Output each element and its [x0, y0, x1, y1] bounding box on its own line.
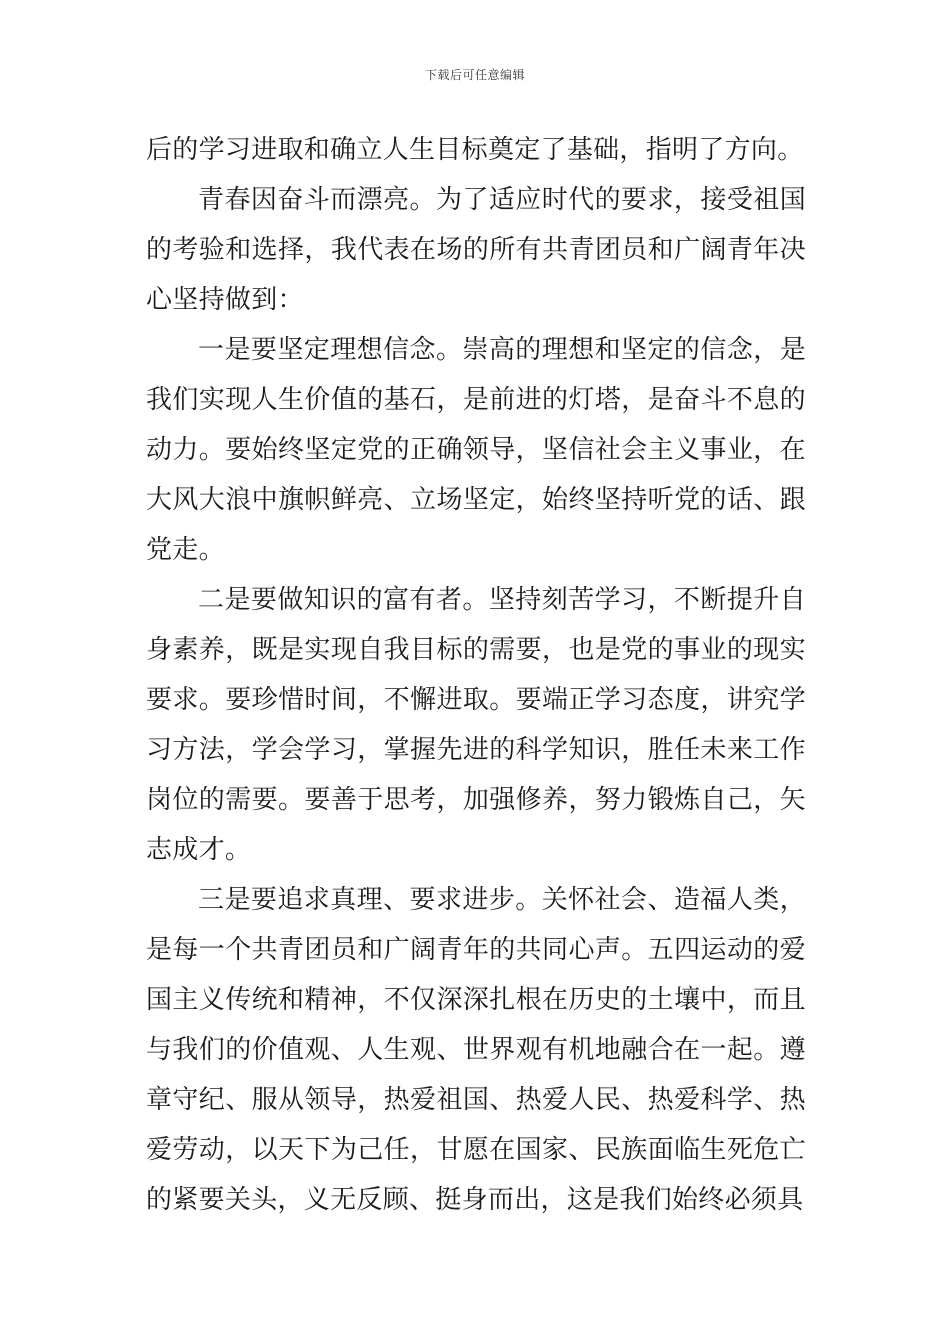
paragraph-point-three: 三是要追求真理、要求进步。关怀社会、造福人类，是每一个共青团员和广阔青年的共同心声。五四运动的爱国主义传统和精神，不仅深深扎根在历史的土壤中，而且与我们的价值观、人生观、世界观有机地融合在一起。遵章守纪、服从领导，热爱祖国、热爱人民、热爱科学、热爱劳动，以天下为己任，甘愿在国家、民族面临生死危亡的紧要关头，义无反顾、挺身而出，这是我们始终必须具 [146, 885, 806, 1215]
paragraph-intro: 青春因奋斗而漂亮。为了适应时代的要求，接受祖国的考验和选择，我代表在场的所有共青团员和广阔青年决心坚持做到： [146, 185, 806, 315]
document-body [146, 125, 806, 1225]
paragraph-point-two: 二是要做知识的富有者。坚持刻苦学习，不断提升自身素养，既是实现自我目标的需要，也是党的事业的现实要求。要珍惜时间，不懈进取。要端正学习态度，讲究学习方法，学会学习，掌握先进的科学知识，胜任未来工作岗位的需要。要善于思考，加强修养，努力锻炼自己，矢志成才。 [146, 585, 806, 865]
paragraph-point-one: 一是要坚定理想信念。崇高的理想和坚定的信念，是我们实现人生价值的基石，是前进的灯塔，是奋斗不息的动力。要始终坚定党的正确领导，坚信社会主义事业，在大风大浪中旗帜鲜亮、立场坚定，始终坚持听党的话、跟党走。 [146, 335, 806, 565]
paragraph-continuation: 后的学习进取和确立人生目标奠定了基础，指明了方向。 [146, 135, 804, 165]
header-note: 下载后可任意编辑 [424, 68, 525, 82]
